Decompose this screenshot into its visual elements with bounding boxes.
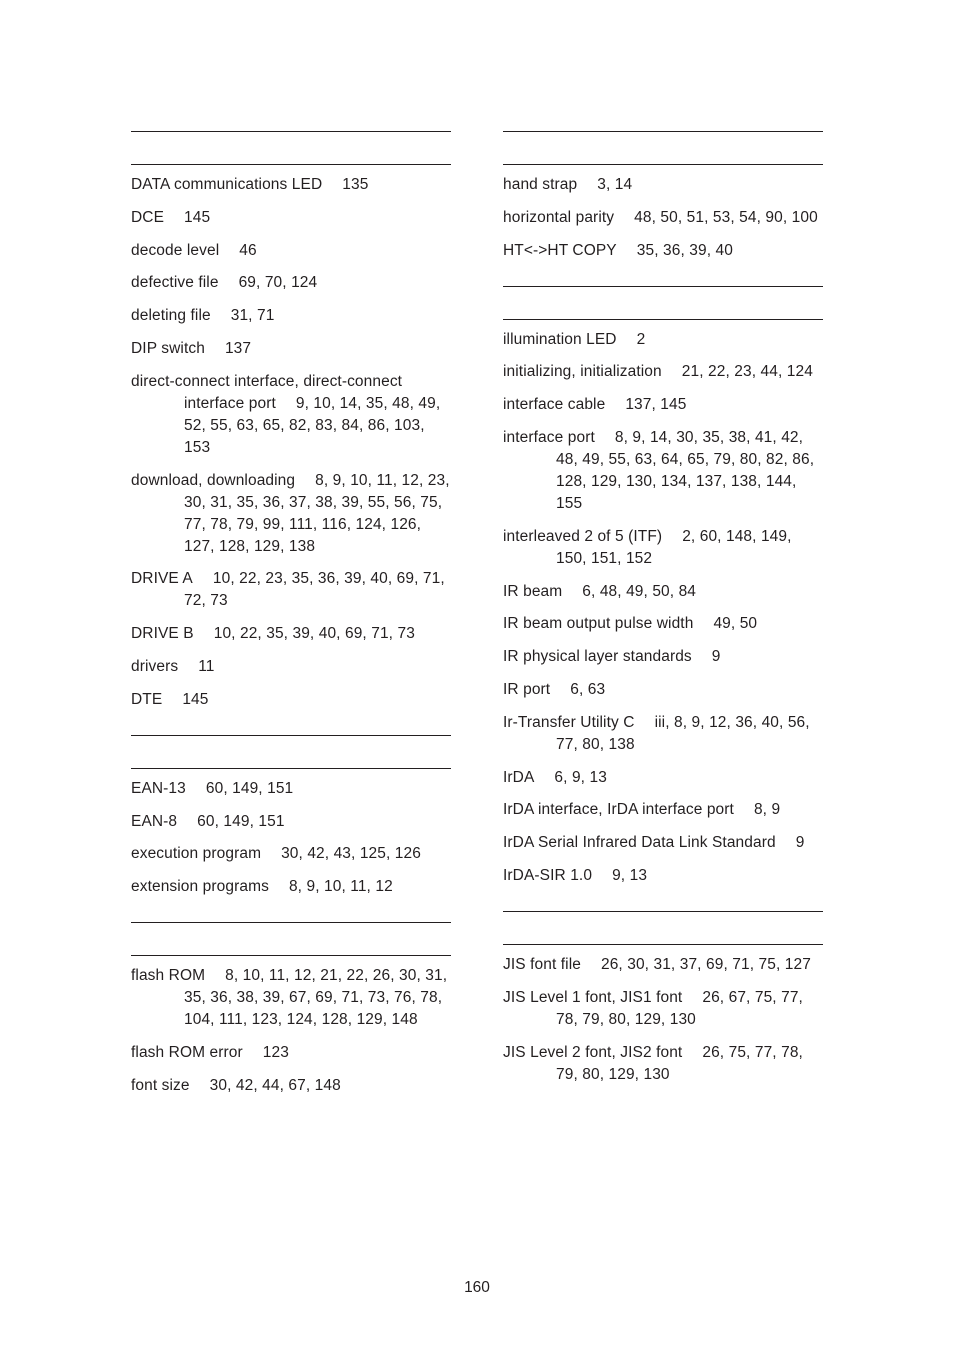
index-entry (503, 832, 823, 854)
index-entry (131, 240, 451, 262)
index-entry (503, 361, 823, 383)
index-entry (503, 799, 823, 821)
index-entry (131, 1042, 451, 1064)
entry-pages: 30, 42, 43, 125, 126 (281, 845, 421, 863)
index-entry (131, 207, 451, 229)
entry-pages: 10, 22, 35, 39, 40, 69, 71, 73 (213, 625, 415, 643)
section-divider (131, 735, 451, 769)
entry-pages: 49, 50 (713, 615, 758, 633)
entry-term: interleaved 2 of 5 (ITF) (503, 527, 663, 545)
section-divider (503, 286, 823, 320)
index-section-f (131, 922, 451, 1097)
entry-pages: 9, 10, 14, 35, 48, 49, 52, 55, 63, 65, 82, 83, 84, 86, 103, 153 (184, 394, 441, 456)
entry-pages: 30, 42, 44, 67, 148 (209, 1076, 341, 1094)
index-entry (131, 568, 451, 612)
entry-term: horizontal parity (503, 208, 615, 226)
entry-pages: 137 (224, 339, 252, 357)
section-divider (131, 922, 451, 956)
index-entry (503, 240, 823, 262)
index-entry (131, 338, 451, 360)
entry-pages: 60, 149, 151 (205, 779, 294, 797)
index-entry (503, 646, 823, 668)
entry-pages: 9, 13 (612, 866, 648, 884)
entry-pages: 8, 9, 10, 11, 12 (288, 878, 393, 896)
entry-pages: 8, 9 (753, 801, 781, 819)
entry-term: execution program (131, 845, 262, 863)
entry-term: JIS Level 2 font, JIS2 font (503, 1043, 683, 1061)
entry-term: EAN-13 (131, 779, 186, 797)
index-entry (131, 778, 451, 800)
entry-term: DRIVE A (131, 570, 193, 588)
index-entry (131, 965, 451, 1031)
index-entry (503, 581, 823, 603)
entry-term: interface cable (503, 396, 606, 414)
entry-pages: 9 (711, 648, 721, 666)
entry-pages: 8, 9, 14, 30, 35, 38, 41, 42, 48, 49, 55, 63, 64, 65, 79, 80, 82, 86, 128, 129, 130, 134, 137, 138, 144, 155 (556, 428, 815, 512)
index-entry (503, 329, 823, 351)
index-entry (131, 1075, 451, 1097)
entry-term: illumination LED (503, 330, 617, 348)
entry-term: JIS font file (503, 955, 581, 973)
entry-pages: 6, 48, 49, 50, 84 (582, 582, 697, 600)
index-entry (131, 305, 451, 327)
index-entry (503, 207, 823, 229)
entry-term: font size (131, 1076, 190, 1094)
entry-term: deleting file (131, 307, 211, 325)
entry-term: IR port (503, 680, 551, 698)
entry-pages: 35, 36, 39, 40 (636, 241, 733, 259)
index-section-h (503, 131, 823, 262)
section-divider (503, 131, 823, 165)
entry-term: IrDA (503, 768, 535, 786)
entry-pages: 137, 145 (625, 396, 687, 414)
index-entry (131, 470, 451, 558)
index-entry (503, 987, 823, 1031)
index-entry (131, 623, 451, 645)
index-column-left (131, 131, 451, 1121)
index-entry (503, 526, 823, 570)
entry-term: flash ROM error (131, 1043, 243, 1061)
entry-pages: 26, 75, 77, 78, 79, 80, 129, 130 (556, 1043, 803, 1083)
entry-pages: 60, 149, 151 (197, 812, 285, 830)
entry-pages: 26, 30, 31, 37, 69, 71, 75, 127 (600, 955, 811, 973)
entry-term: DIP switch (131, 339, 205, 357)
entry-term: EAN-8 (131, 812, 178, 830)
entry-pages: 2, 60, 148, 149, 150, 151, 152 (556, 527, 792, 567)
entry-term: IR physical layer standards (503, 648, 692, 666)
index-entry (503, 1042, 823, 1086)
entry-term: defective file (131, 274, 219, 292)
index-entry (131, 811, 451, 833)
entry-pages: 8, 9, 10, 11, 12, 23, 30, 31, 35, 36, 37, 38, 39, 55, 56, 75, 77, 78, 79, 99, 111, 116, 124, 126, 127, 128, 129, 138 (184, 471, 450, 555)
entry-term: hand strap (503, 176, 578, 193)
entry-term: drivers (131, 657, 179, 675)
entry-term: interface port (503, 428, 595, 446)
entry-term: IR beam output pulse width (503, 615, 694, 633)
section-divider (131, 131, 451, 165)
entry-term: IrDA interface, IrDA interface port (503, 801, 734, 819)
entry-term: IrDA-SIR 1.0 (503, 866, 593, 884)
entry-term: initializing, initialization (503, 363, 662, 381)
entry-term: JIS Level 1 font, JIS1 font (503, 988, 683, 1006)
index-entry (503, 954, 823, 976)
index-entry (503, 427, 823, 515)
index-entry (503, 174, 823, 196)
index-entry (131, 656, 451, 678)
index-entry (503, 613, 823, 635)
entry-term: direct-connect interface, direct-connect interface port (131, 372, 403, 412)
entry-term: DRIVE B (131, 625, 194, 643)
section-divider (503, 911, 823, 945)
entry-pages: 8, 10, 11, 12, 21, 22, 26, 30, 31, 35, 36, 38, 39, 67, 69, 71, 73, 76, 78, 104, 111, 123, 124, 128, 129, 148 (184, 967, 448, 1029)
entry-term: Ir-Transfer Utility C (503, 713, 635, 731)
index-section-d (131, 131, 451, 711)
index-entry (131, 272, 451, 294)
entry-term: DATA communications LED (131, 176, 323, 193)
entry-term: HT<->HT COPY (503, 241, 617, 259)
entry-pages: 10, 22, 23, 35, 36, 39, 40, 69, 71, 72, 73 (184, 570, 445, 610)
index-section-e (131, 735, 451, 898)
entry-pages: 2 (636, 330, 646, 348)
entry-pages: 26, 67, 75, 77, 78, 79, 80, 129, 130 (556, 988, 803, 1028)
entry-term: DTE (131, 690, 163, 708)
entry-pages: 123 (262, 1043, 289, 1061)
entry-pages: 6, 63 (570, 680, 606, 698)
entry-term: extension programs (131, 878, 269, 896)
entry-pages: 11 (198, 657, 215, 675)
entry-pages: 6, 9, 13 (554, 768, 607, 786)
entry-pages: 31, 71 (230, 307, 275, 325)
index-entry (131, 174, 451, 196)
entry-pages: iii, 8, 9, 12, 36, 40, 56, 77, 80, 138 (556, 713, 810, 753)
entry-term: DCE (131, 208, 165, 226)
index-entry (131, 876, 451, 898)
page-number: 160 (464, 1279, 490, 1296)
entry-pages: 46 (239, 241, 257, 259)
entry-pages: 48, 50, 51, 53, 54, 90, 100 (634, 208, 818, 226)
entry-term: download, downloading (131, 471, 296, 489)
entry-pages: 145 (184, 208, 211, 226)
entry-term: IrDA Serial Infrared Data Link Standard (503, 834, 776, 852)
entry-pages: 69, 70, 124 (238, 274, 318, 292)
index-entry (503, 679, 823, 701)
entry-term: IR beam (503, 582, 563, 600)
index-entry (131, 371, 451, 459)
index-entry (503, 865, 823, 887)
entry-pages: 9 (795, 834, 805, 852)
entry-pages: 3, 14 (597, 176, 633, 193)
entry-pages: 21, 22, 23, 44, 124 (681, 363, 813, 381)
index-entry (131, 689, 451, 711)
index-column-right (503, 131, 823, 1110)
index-section-j (503, 911, 823, 1086)
entry-term: flash ROM (131, 967, 206, 985)
index-section-i (503, 286, 823, 887)
entry-term: decode level (131, 241, 220, 259)
index-entry (131, 843, 451, 865)
entry-pages: 145 (182, 690, 209, 708)
index-entry (503, 767, 823, 789)
entry-pages: 135 (342, 176, 369, 193)
index-entry (503, 712, 823, 756)
index-entry (503, 394, 823, 416)
